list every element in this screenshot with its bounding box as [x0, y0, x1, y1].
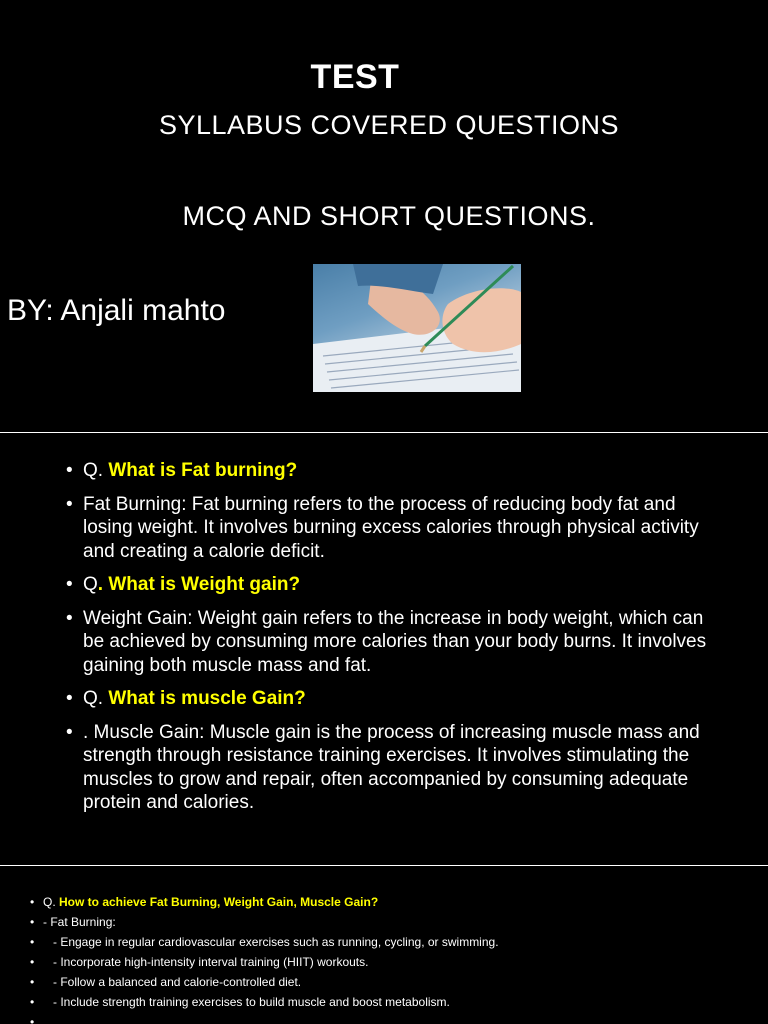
title-slide: [0, 0, 768, 432]
question-list: [66, 459, 726, 825]
list-item: • - Incorporate high-intensity interval training (HIIT) workouts.: [30, 952, 750, 972]
list-item: [30, 1012, 750, 1024]
howto-list: [30, 892, 750, 1024]
list-item: • Weight Gain: Weight gain refers to the increase in body weight, which can be achieved by consuming more calories than your body burns. It involves gaining both muscle mass and fat.: [66, 607, 726, 678]
list-item: • Q. How to achieve Fat Burning, Weight Gain, Muscle Gain?: [30, 892, 750, 912]
list-item: • Fat Burning: Fat burning refers to the process of reducing body fat and losing weight. It involves burning excess calories through physical activity and creating a calorie deficit.: [66, 493, 726, 564]
slide-subtitle-mcq: MCQ AND SHORT QUESTIONS.: [182, 201, 596, 231]
exam-writing-illustration: [313, 264, 521, 392]
list-item: • Q. What is Fat burning?: [66, 459, 726, 483]
slide-title: TEST: [310, 58, 400, 96]
list-item: • - Engage in regular cardiovascular exercises such as running, cycling, or swimming.: [30, 932, 750, 952]
list-item: • . Muscle Gain: Muscle gain is the process of increasing muscle mass and strength through resistance training exercises. It involves stimulating the muscles to grow and repair, often accompanied by consuming adequate protein and calories.: [66, 721, 726, 815]
list-item: • - Follow a balanced and calorie-controlled diet.: [30, 972, 750, 992]
howto-slide: [0, 866, 768, 1024]
list-item: • Q. What is muscle Gain?: [66, 687, 726, 711]
list-item: • Q. What is Weight gain?: [66, 573, 726, 597]
list-item: • - Fat Burning:: [30, 912, 750, 932]
questions-slide: [0, 433, 768, 865]
slide-subtitle-syllabus: SYLLABUS COVERED QUESTIONS: [158, 110, 620, 140]
author-byline: BY: Anjali mahto: [7, 294, 226, 327]
exam-writing-photo: [313, 264, 521, 392]
list-item: • - Include strength training exercises to build muscle and boost metabolism.: [30, 992, 750, 1012]
